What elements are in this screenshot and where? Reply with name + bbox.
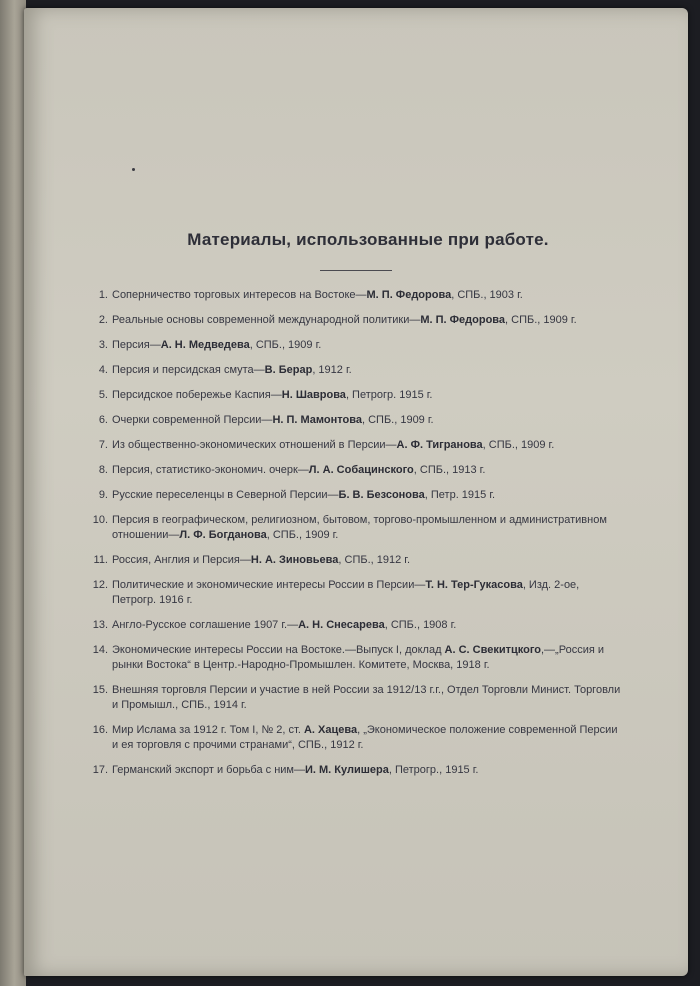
- item-text: [112, 438, 626, 453]
- facing-page-edge: [0, 0, 26, 986]
- bibliography-item: [86, 553, 626, 568]
- bibliography-item: [86, 363, 626, 378]
- item-number: 14.: [92, 644, 108, 656]
- bibliography-item: [86, 618, 626, 633]
- bibliography-item: [86, 438, 626, 453]
- item-imprint: ,—„Россия и рынки Востока“ в Центр.-Народно-Промышлен. Комитете, Москва, 1918 г.: [112, 644, 604, 671]
- item-imprint: , СПБ., 1909 г.: [266, 529, 339, 541]
- item-author: Н. Шаврова: [281, 389, 346, 401]
- item-title: Политические и экономические интересы России в Персии—: [112, 579, 426, 591]
- bibliography-item: [86, 763, 626, 778]
- item-number: 2.: [98, 314, 108, 326]
- item-text: [112, 553, 626, 568]
- item-title: Экономические интересы России на Востоке.—Выпуск I, доклад: [112, 644, 445, 656]
- item-text: [112, 338, 626, 353]
- item-author: А. Н. Медведева: [160, 339, 250, 351]
- item-number: 5.: [98, 389, 108, 401]
- item-text: [112, 363, 626, 378]
- page-title: Материалы, использованные при работе.: [187, 230, 549, 249]
- item-text: [112, 763, 626, 778]
- item-number: 8.: [98, 464, 108, 476]
- item-text: [112, 463, 626, 478]
- bibliography-item: [86, 338, 626, 353]
- bibliography-item: [86, 463, 626, 478]
- bibliography-item: [86, 513, 626, 543]
- item-author: Б. В. Безсонова: [338, 489, 425, 501]
- ink-speck: [132, 168, 135, 171]
- item-text: [112, 413, 626, 428]
- item-imprint: , СПБ., 1903 г.: [451, 289, 523, 301]
- item-number: 3.: [98, 339, 108, 351]
- item-title: Персия и персидская смута—: [112, 364, 265, 376]
- bibliography-item: [86, 288, 626, 303]
- item-title: Соперничество торговых интересов на Востоке—: [112, 289, 367, 301]
- bibliography-item: [86, 313, 626, 328]
- item-title: Реальные основы современной международной политики—: [112, 314, 421, 326]
- item-title: Германский экспорт и борьба с ним—: [112, 764, 305, 776]
- item-author: Л. Ф. Богданова: [179, 529, 267, 541]
- bibliography-item: [86, 388, 626, 403]
- item-text: [112, 313, 626, 328]
- item-imprint: , СПБ., 1913 г.: [413, 464, 486, 476]
- bibliography-item: [86, 723, 626, 753]
- item-title: Из общественно-экономических отношений в Персии—: [112, 439, 397, 451]
- item-imprint: , СПБ., 1908 г.: [384, 619, 457, 631]
- item-imprint: , 1912 г.: [312, 364, 352, 376]
- item-author: И. М. Кулишера: [305, 764, 389, 776]
- item-text: [112, 578, 626, 608]
- item-imprint: , Петрогр. 1915 г.: [345, 389, 433, 401]
- item-author: А. С. Свекитцкого: [444, 644, 541, 656]
- item-author: А. Ф. Тигранова: [396, 439, 483, 451]
- item-text: [112, 643, 626, 673]
- item-title: Россия, Англия и Персия—: [112, 554, 251, 566]
- item-title: Англо-Русское соглашение 1907 г.—: [112, 619, 299, 631]
- item-title: Внешняя торговля Персии и участие в ней России за 1912/13 г.г., Отдел Торговли Минист. Торговли и Промышл., СПБ., 1914 г.: [112, 684, 621, 711]
- bibliography-item: [86, 683, 626, 713]
- item-author: М. П. Федорова: [420, 314, 506, 326]
- item-author: Л. А. Собацинского: [308, 464, 414, 476]
- item-title: Мир Ислама за 1912 г. Том I, № 2, ст.: [112, 724, 304, 736]
- item-number: 15.: [92, 684, 108, 696]
- item-author: А. Н. Снесарева: [298, 619, 385, 631]
- item-number: 17.: [92, 764, 108, 776]
- item-title: Персия в географическом, религиозном, бытовом, торгово-промышленном и административном отношении—: [112, 514, 607, 541]
- title-divider: [320, 270, 392, 271]
- item-author: Н. А. Зиновьева: [250, 554, 339, 566]
- item-text: [112, 288, 626, 303]
- item-author: Т. Н. Тер-Гукасова: [425, 579, 523, 591]
- item-text: [112, 388, 626, 403]
- item-imprint: , Петрогр., 1915 г.: [388, 764, 479, 776]
- bibliography-item: [86, 488, 626, 503]
- item-title: Персия—: [112, 339, 161, 351]
- item-imprint: , СПБ., 1912 г.: [338, 554, 411, 566]
- bibliography-item: [86, 578, 626, 608]
- item-number: 6.: [98, 414, 108, 426]
- item-imprint: , Петр. 1915 г.: [424, 489, 496, 501]
- item-number: 12.: [92, 579, 108, 591]
- bibliography-item: [86, 413, 626, 428]
- item-number: 10.: [92, 514, 108, 526]
- item-imprint: , СПБ., 1909 г.: [482, 439, 555, 451]
- item-title: Очерки современной Персии—: [112, 414, 273, 426]
- item-text: [112, 723, 626, 753]
- item-title: Персия, статистико-экономич. очерк—: [112, 464, 309, 476]
- item-author: М. П. Федорова: [366, 289, 452, 301]
- item-imprint: , СПБ., 1909 г.: [505, 314, 577, 326]
- item-imprint: , СПБ., 1909 г.: [361, 414, 434, 426]
- item-text: [112, 618, 626, 633]
- item-imprint: , Изд. 2-ое, Петрогр. 1916 г.: [112, 579, 580, 606]
- item-number: 4.: [98, 364, 108, 376]
- item-title: Персидское побережье Каспия—: [112, 389, 282, 401]
- item-imprint: , СПБ., 1909 г.: [249, 339, 322, 351]
- item-author: А. Хацева: [303, 724, 358, 736]
- item-number: 7.: [98, 439, 108, 451]
- item-author: Н. П. Мамонтова: [272, 414, 362, 426]
- item-number: 11.: [93, 554, 108, 566]
- item-text: [112, 683, 626, 713]
- bibliography-list: [86, 288, 626, 788]
- item-imprint: , „Экономическое положение современной Персии и ея торговля с прочими странами“, СПБ., 1912 г.: [112, 724, 618, 751]
- item-number: 1.: [98, 289, 108, 301]
- item-number: 13.: [92, 619, 108, 631]
- item-number: 9.: [98, 489, 108, 501]
- book-page: [24, 8, 688, 976]
- item-text: [112, 488, 626, 503]
- item-author: В. Берар: [264, 364, 313, 376]
- item-title: Русские переселенцы в Северной Персии—: [112, 489, 339, 501]
- item-number: 16.: [92, 724, 108, 736]
- bibliography-item: [86, 643, 626, 673]
- item-text: [112, 513, 626, 543]
